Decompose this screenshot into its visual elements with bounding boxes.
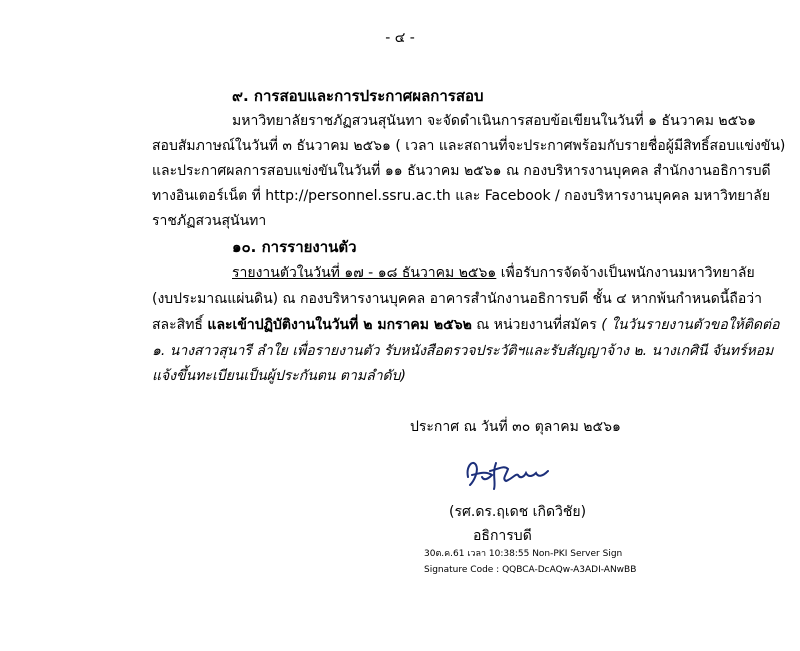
section-9-line-5: ราชภัฏสวนสุนันทา [152,213,267,229]
section-9-heading: ๙. การสอบและการประกาศผลการสอบ [232,87,484,105]
section-10-line-1 [232,263,755,283]
section-10-line-2: (งบประมาณแผ่นดิน) ณ กองบริหารงานบุคคล อาคารสำนักงานอธิการบดี ชั้น ๔ หากพ้นกำหนดนี้ถือว่า [152,291,762,307]
section-9-line-4: ทางอินเตอร์เน็ต ที่ http://personnel.ssru.ac.th และ Facebook / กองบริหารงานบุคคล มหาวิทยาลัย [152,188,771,204]
page-number: - ๔ - [385,30,415,46]
section-10-line-3 [152,315,779,335]
signer-position: อธิการบดี [473,528,532,544]
section-9-line-3: และประกาศผลการสอบแข่งขันในวันที่ ๑๑ ธันวาคม ๒๕๖๑ ณ กองบริหารงานบุคคล สำนักงานอธิการบดี [152,163,771,179]
start-work-date-text: และเข้าปฏิบัติงานในวันที่ ๒ มกราคม ๒๕๖๒ [207,317,472,333]
report-date-text: รายงานตัวในวันที่ ๑๗ - ๑๘ ธันวาคม ๒๕๖๑ [232,265,497,281]
forfeit-text: สละสิทธิ์ [152,317,208,333]
section-10-line-4: ๑. นางสาวสุนารี ลำใย เพื่อรายงานตัว รับหนังสือตรวจประวัติฯและรับสัญญาจ้าง ๒. นางเกศินี จันทร์หอม [152,343,774,359]
section-9-line-2: สอบสัมภาษณ์ในวันที่ ๓ ธันวาคม ๒๕๖๑ ( เวลา และสถานที่จะประกาศพร้อมกับรายชื่อผู้มีสิทธิ์สอบแข่งขัน) [152,138,786,154]
announcement-date: ประกาศ ณ วันที่ ๓๐ ตุลาคม ๒๕๖๑ [410,419,621,435]
handwritten-signature [462,455,562,491]
signature-code: Signature Code : QQBCA-DcAQw-A3ADI-ANwBB [424,565,637,575]
section-10-heading: ๑๐. การรายงานตัว [232,238,357,256]
signer-name: (รศ.ดร.ฤเดช เกิดวิชัย) [449,504,587,520]
report-purpose-text: เพื่อรับการจัดจ้างเป็นพนักงานมหาวิทยาลัย [496,265,755,281]
sign-timestamp: 30ต.ค.61 เวลา 10:38:55 Non-PKI Server Sign [424,549,623,559]
section-9-line-1: มหาวิทยาลัยราชภัฏสวนสุนันทา จะจัดดำเนินการสอบข้อเขียนในวันที่ ๑ ธันวาคม ๒๕๖๑ [232,113,757,129]
contact-note-text: ( ในวันรายงานตัวขอให้ติดต่อ [601,317,780,333]
section-10-line-5: แจ้งขึ้นทะเบียนเป็นผู้ประกันตน ตามลำดับ) [152,368,406,384]
applied-unit-text: ณ หน่วยงานที่สมัคร [471,317,602,333]
